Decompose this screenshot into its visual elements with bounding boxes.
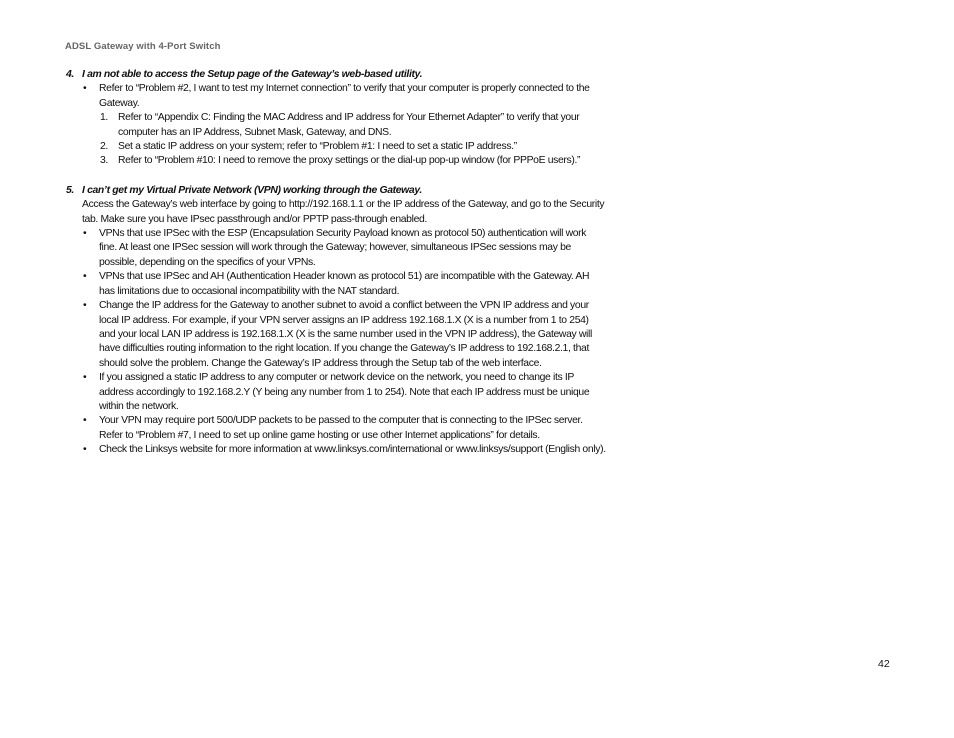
step-item	[99, 140, 606, 154]
list-item: • Your VPN may require port 500/UDP packets to be passed to the computer that is connecting to the IPSec server. Refer to “Problem #7, I need to set up online game hosting or use other Internet applications” for details.	[66, 414, 606, 443]
question-text: I can’t get my Virtual Private Network (VPN) working through the Gateway.	[82, 184, 422, 196]
step-list	[99, 111, 606, 169]
step-number: 1.	[100, 112, 108, 124]
step-item	[99, 154, 606, 168]
faq-item-4	[66, 68, 606, 169]
step-item	[99, 111, 606, 140]
faq-item-5	[66, 184, 606, 458]
running-header: ADSL Gateway with 4-Port Switch	[65, 41, 221, 52]
step-number: 3.	[100, 155, 108, 167]
bullet-text: Refer to “Problem #2, I want to test my Internet connection” to verify that your computer is properly connected to the Gateway.	[99, 83, 590, 109]
faq-question-4	[66, 68, 606, 82]
faq-question-5	[66, 184, 606, 198]
question-number: 5.	[66, 184, 74, 196]
step-text: Set a static IP address on your system; refer to “Problem #1: I need to set a static IP address.”	[118, 141, 517, 153]
list-item: • VPNs that use IPSec and AH (Authentication Header known as protocol 51) are incompatible with the Gateway. AH has limitations due to occasional incompatibility with the NAT standard.	[66, 270, 606, 299]
list-item: • If you assigned a static IP address to any computer or network device on the network, you need to change its IP address accordingly to 192.168.2.Y (Y being any number from 1 to 254). Note that each IP address must be unique within the network.	[66, 371, 606, 414]
step-text: Refer to “Problem #10: I need to remove the proxy settings or the dial-up pop-up window (for PPPoE users).”	[118, 155, 581, 167]
page-number: 42	[878, 658, 890, 670]
list-item: • Check the Linksys website for more information at www.linksys.com/international or www.linksys/support (English only).	[66, 443, 606, 457]
question-number: 4.	[66, 69, 74, 80]
list-item	[66, 82, 606, 168]
step-number: 2.	[100, 141, 108, 153]
answer-list	[66, 227, 606, 458]
list-item: • VPNs that use IPSec with the ESP (Encapsulation Security Payload known as protocol 50) authentication will work fine. At least one IPSec session will work through the Gateway; however, simultaneous IPSec sessions may be possible, depending on the specifics of your VPNs.	[66, 227, 606, 270]
answer-intro: Access the Gateway’s web interface by going to http://192.168.1.1 or the IP address of the Gateway, and go to the Security tab. Make sure you have IPsec passthrough and/or PPTP pass-through enabled.	[82, 199, 605, 225]
answer-list	[66, 82, 606, 168]
list-item: • Change the IP address for the Gateway to another subnet to avoid a conflict between the VPN IP address and your local IP address. For example, if your VPN server assigns an IP address 192.168.1.X (X is a number from 1 to 254) and your local LAN IP address is 192.168.1.X (X is the same number used in the VPN IP address), the Gateway will have difficulties routing information to the right location. If you change the Gateway’s IP address to 192.168.2.1, that should solve the problem. Change the Gateway’s IP address through the Setup tab of the web interface.	[66, 299, 606, 371]
question-text: I am not able to access the Setup page of the Gateway’s web-based utility.	[82, 69, 423, 80]
step-text: Refer to “Appendix C: Finding the MAC Address and IP address for Your Ethernet Adapter” to verify that your computer has an IP Address, Subnet Mask, Gateway, and DNS.	[118, 112, 580, 138]
page-content	[66, 68, 606, 473]
